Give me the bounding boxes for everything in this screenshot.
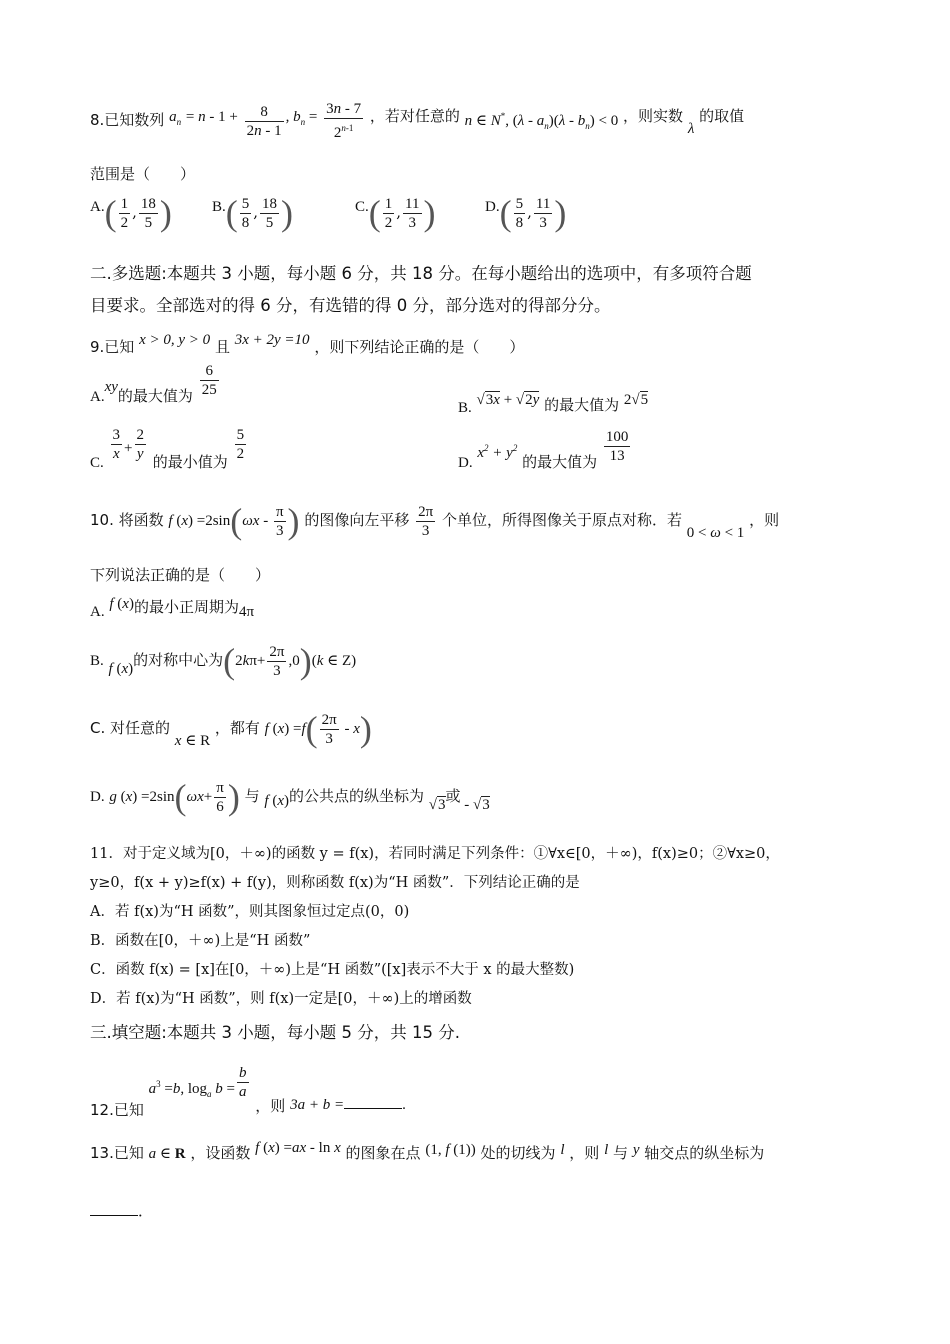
q10-stem: 10. 将函数 f (x) =2sin(ωx - $\frac{\pi}{3}$ ) 的图像向左平移 $\frac{2\pi}{3}$ 个单位，所得图像关于原点对称．若 0 < ω < 1 ，则 bbox=[90, 501, 780, 541]
q9-option-a: A.xy的最大值为 $\frac{6}{25}$ bbox=[90, 363, 217, 405]
q9-option-b: B. √3x + √2y 的最大值为 2√5 bbox=[458, 392, 649, 416]
q8-line2: 范围是（ ） bbox=[90, 165, 196, 183]
q8-frac1: $\frac{8}{2n - 1}$ bbox=[246, 103, 282, 139]
section3-heading: 三.填空题:本题共 3 小题，每小题 5 分，共 15 分. bbox=[90, 1023, 461, 1042]
q10-option-b: B. f (x)的对称中心为(2kπ+ $\frac{2\pi}{3}$ ,0)(k ∈ Z) bbox=[90, 641, 357, 681]
q12-line: 12.已知 $a^3 =b$, $\log_a b$ = $\frac{b}{a}$ ，则 3a + b = . bbox=[90, 1065, 406, 1119]
q8-frac2: $\frac{3n - 7}{2^{n-1}}$ bbox=[326, 101, 362, 141]
q13-line: 13.已知 a ∈ R ，设函数 f (x) =ax - ln x 的图象在点 (1, f (1)) 处的切线为 l ，则 l 与 y 轴交点的纵坐标为 bbox=[90, 1140, 765, 1162]
q8-suffix: 的取值 bbox=[699, 107, 745, 125]
q8-lambda: λ bbox=[687, 121, 695, 137]
q11-line2: y≥0，f(x + y)≥f(x) + f(y)，则称函数 f(x)为“H 函数”．下列结论正确的是 bbox=[90, 875, 580, 891]
q8-line1: 8.已知数列 $a_n = n - 1$ + $\frac{8}{2n - 1}$ , $b_n$ = $\frac{3n - 7}{2^{n-1}}$ ，若对任意的 n ∈ N*, $(\lambda - a_n)(\lambda - b_n) < 0$ ，则实数 λ 的取值 bbox=[90, 101, 745, 141]
q11-option-d: D．若 f(x)为“H 函数”，则 f(x)一定是[0，＋∞)上的增函数 bbox=[90, 991, 472, 1007]
q10-line2: 下列说法正确的是（ ） bbox=[90, 566, 271, 584]
q11-line1: 11．对于定义域为[0，＋∞)的函数 y = f(x)，若同时满足下列条件：①∀x∈[0，＋∞)，f(x)≥0；②∀x≥0， bbox=[90, 846, 780, 862]
q11-option-a: A．若 f(x)为“H 函数”，则其图象恒过定点(0，0) bbox=[90, 904, 410, 920]
q8-option-d: D.( $\frac{5}{8}$ , $\frac{11}{3}$ ) bbox=[485, 193, 567, 233]
q8-prefix: 8.已知数列 bbox=[90, 111, 165, 129]
q8-option-c: C.( $\frac{1}{2}$ , $\frac{11}{3}$ ) bbox=[355, 193, 436, 233]
q13-line2: ． bbox=[90, 1200, 153, 1221]
q8-mid2: ，则实数 bbox=[623, 107, 684, 125]
q8-condition: n ∈ N*, $(\lambda - a_n)(\lambda - b_n) < 0$ bbox=[464, 111, 619, 131]
q11-option-c: C．函数 f(x) = [x]在[0，＋∞)上是“H 函数”([x]表示不大于 x 的最大整数) bbox=[90, 962, 575, 978]
q8-option-a: A.( $\frac{1}{2}$ , $\frac{18}{5}$ ) bbox=[90, 193, 172, 233]
q13-answer-blank[interactable] bbox=[90, 1215, 138, 1216]
q9-stem: 9.已知 x > 0, y > 0 且 3x + 2y =10 ，则下列结论正确的是（ ） bbox=[90, 332, 525, 356]
section2-line2: 目要求。全部选对的得 6 分，有选错的得 0 分，部分选对的得部分分。 bbox=[90, 296, 611, 315]
q9-option-d: D. $x^2 + y^2$ 的最大值为 $\frac{100}{13}$ bbox=[458, 429, 629, 471]
section2-line1: 二.多选题:本题共 3 小题，每小题 6 分，共 18 分。在每小题给出的选项中，有多项符合题 bbox=[90, 264, 752, 283]
q11-option-b: B．函数在[0，＋∞)上是“H 函数” bbox=[90, 933, 311, 949]
q12-answer-blank[interactable] bbox=[344, 1108, 402, 1109]
q9-option-c: C. $\frac{3}{x}$ + $\frac{2}{y}$ 的最小值为 $\frac{5}{2}$ bbox=[90, 427, 245, 471]
q10-option-c: C. 对任意的 x ∈ R ，都有 f (x) =f( $\frac{2\pi}{3}$ - x) bbox=[90, 709, 372, 749]
q8-mid1: ，若对任意的 bbox=[369, 107, 460, 125]
q10-option-d: D. g (x) =2sin(ωx+ $\frac{\pi}{6}$ ) 与 f (x)的公共点的纵坐标为 √3或 - √3 bbox=[90, 777, 490, 817]
q10-option-a: A. f (x)的最小正周期为4π bbox=[90, 596, 255, 620]
q8-option-b: B.( $\frac{5}{8}$ , $\frac{18}{5}$ ) bbox=[212, 193, 294, 233]
q8-an: $a_n$ bbox=[169, 109, 182, 127]
